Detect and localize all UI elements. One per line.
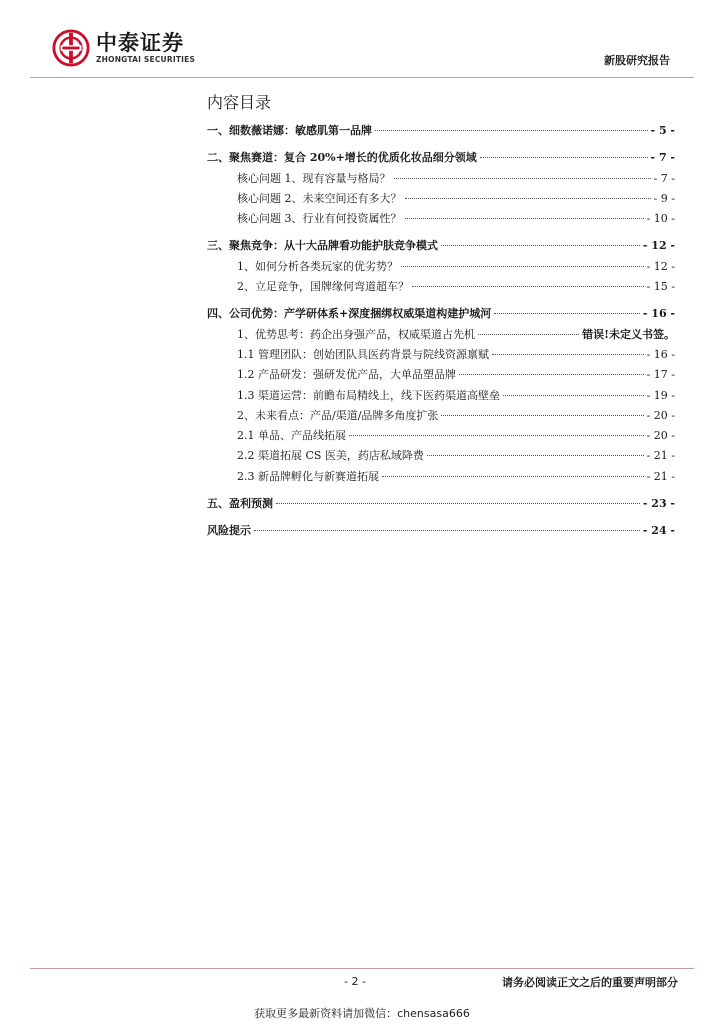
toc-entry-text: 1、优势思考：药企出身强产品，权威渠道占先机: [237, 327, 475, 341]
toc-dot-leader: [405, 198, 651, 199]
toc-entry-text: 风险提示: [207, 524, 251, 538]
toc-entry[interactable]: [207, 326, 675, 346]
toc-entry[interactable]: [207, 447, 675, 467]
toc-entry-page: - 23 -: [642, 497, 675, 511]
toc-entry-page: - 21 -: [646, 449, 675, 463]
toc-dot-leader: [394, 178, 651, 179]
toc-dot-leader: [459, 374, 644, 375]
toc-entry-page: - 9 -: [653, 191, 675, 205]
toc-dot-leader: [412, 286, 644, 287]
toc-entry[interactable]: [207, 237, 675, 257]
toc-dot-leader: [349, 435, 644, 436]
toc-entry-page: - 7 -: [653, 171, 675, 185]
toc-dot-leader: [480, 157, 648, 158]
toc-title: 内容目录: [207, 93, 272, 112]
toc-entry-text: 1、如何分析各类玩家的优劣势？: [237, 259, 398, 273]
toc-entry-text: 一、细数薇诺娜：敏感肌第一品牌: [207, 124, 372, 137]
toc-entry-page: - 20 -: [646, 429, 675, 443]
toc-entry-page: - 12 -: [646, 259, 675, 273]
toc-entry[interactable]: [207, 387, 675, 407]
toc-dot-leader: [405, 218, 644, 219]
toc-list: [207, 122, 675, 543]
toc-entry[interactable]: [207, 407, 675, 427]
toc-entry-text: 五、盈利预测: [207, 497, 273, 511]
toc-entry-text: 2、立足竞争，国牌缘何弯道超车？: [237, 280, 409, 294]
zhongtai-logo-icon: [52, 29, 90, 67]
toc-entry[interactable]: [207, 468, 675, 488]
toc-entry-page: - 20 -: [646, 408, 675, 422]
toc-entry-page: - 16 -: [646, 347, 675, 361]
footer-divider: [30, 968, 694, 969]
toc-entry-text: 2.2 渠道拓展 CS 医美，药店私域降费: [237, 449, 424, 463]
toc-entry[interactable]: [207, 366, 675, 386]
toc-dot-leader: [382, 476, 644, 477]
toc-dot-leader: [478, 334, 579, 335]
watermark-text: 获取更多最新资料请加微信：chensasa666: [254, 1007, 470, 1020]
toc-dot-leader: [441, 415, 643, 416]
toc-entry-page: - 19 -: [646, 388, 675, 402]
toc-entry-text: 核心问题 1、现有容量与格局？: [237, 171, 391, 185]
toc-entry-text: 四、公司优势：产学研体系+深度捆绑权威渠道构建护城河: [207, 307, 492, 321]
toc-entry[interactable]: [207, 305, 675, 325]
toc-entry[interactable]: [207, 149, 675, 169]
toc-entry-page: 错误!未定义书签。: [582, 327, 675, 341]
company-logo: [52, 24, 195, 72]
toc-entry-page: - 15 -: [646, 280, 675, 294]
toc-entry[interactable]: [207, 210, 675, 230]
toc-entry-page: - 16 -: [642, 307, 675, 321]
toc-entry-text: 1.1 管理团队：创始团队具医药背景与院线资源禀赋: [237, 347, 489, 361]
toc-entry-text: 2.3 新品牌孵化与新赛道拓展: [237, 469, 379, 483]
toc-dot-leader: [276, 503, 640, 504]
logo-english-name: ZHONGTAI SECURITIES: [96, 55, 196, 64]
toc-entry[interactable]: [207, 170, 675, 190]
page-number: - 2 -: [344, 975, 366, 988]
toc-entry-page: - 7 -: [650, 151, 675, 165]
toc-entry[interactable]: [207, 522, 675, 542]
toc-entry-text: 核心问题 3、行业有何投资属性？: [237, 212, 402, 226]
toc-entry-page: - 17 -: [646, 368, 675, 382]
toc-entry-page: - 24 -: [642, 524, 675, 538]
toc-entry[interactable]: [207, 346, 675, 366]
toc-dot-leader: [254, 530, 640, 531]
toc-dot-leader: [441, 245, 640, 246]
toc-dot-leader: [401, 266, 644, 267]
logo-chinese-name: 中泰证券: [96, 31, 184, 55]
header-divider: [30, 77, 694, 78]
page-header: [0, 0, 724, 80]
toc-entry[interactable]: [207, 190, 675, 210]
toc-dot-leader: [427, 455, 644, 456]
toc-entry-text: 2、未来看点：产品/渠道/品牌多角度扩张: [237, 408, 439, 422]
table-of-contents: [207, 92, 675, 543]
toc-entry-text: 1.3 渠道运营：前瞻布局精线上，线下医药渠道高壁垒: [237, 388, 500, 402]
toc-entry[interactable]: [207, 427, 675, 447]
toc-dot-leader: [375, 130, 648, 131]
toc-entry-text: 三、聚焦竞争：从十大品牌看功能护肤竞争模式: [207, 239, 438, 253]
report-type-label: 新股研究报告: [604, 54, 670, 67]
toc-entry-text: 二、聚焦赛道：复合 20%+增长的优质化妆品细分领域: [207, 151, 477, 165]
toc-entry-page: - 21 -: [646, 469, 675, 483]
toc-entry-text: 核心问题 2、未来空间还有多大？: [237, 191, 402, 205]
toc-entry[interactable]: [207, 495, 675, 515]
toc-dot-leader: [494, 313, 640, 314]
disclaimer-text: 请务必阅读正文之后的重要声明部分: [502, 976, 678, 989]
toc-entry-page: - 5 -: [650, 124, 675, 137]
toc-entry[interactable]: [207, 278, 675, 298]
toc-entry[interactable]: [207, 122, 675, 142]
toc-entry-page: - 12 -: [642, 239, 675, 253]
toc-entry-text: 2.1 单品、产品线拓展: [237, 429, 346, 443]
toc-entry-text: 1.2 产品研发：强研发优产品，大单品塑品牌: [237, 368, 456, 382]
toc-dot-leader: [503, 395, 644, 396]
toc-entry-page: - 10 -: [646, 212, 675, 226]
toc-entry[interactable]: [207, 258, 675, 278]
toc-dot-leader: [492, 354, 644, 355]
